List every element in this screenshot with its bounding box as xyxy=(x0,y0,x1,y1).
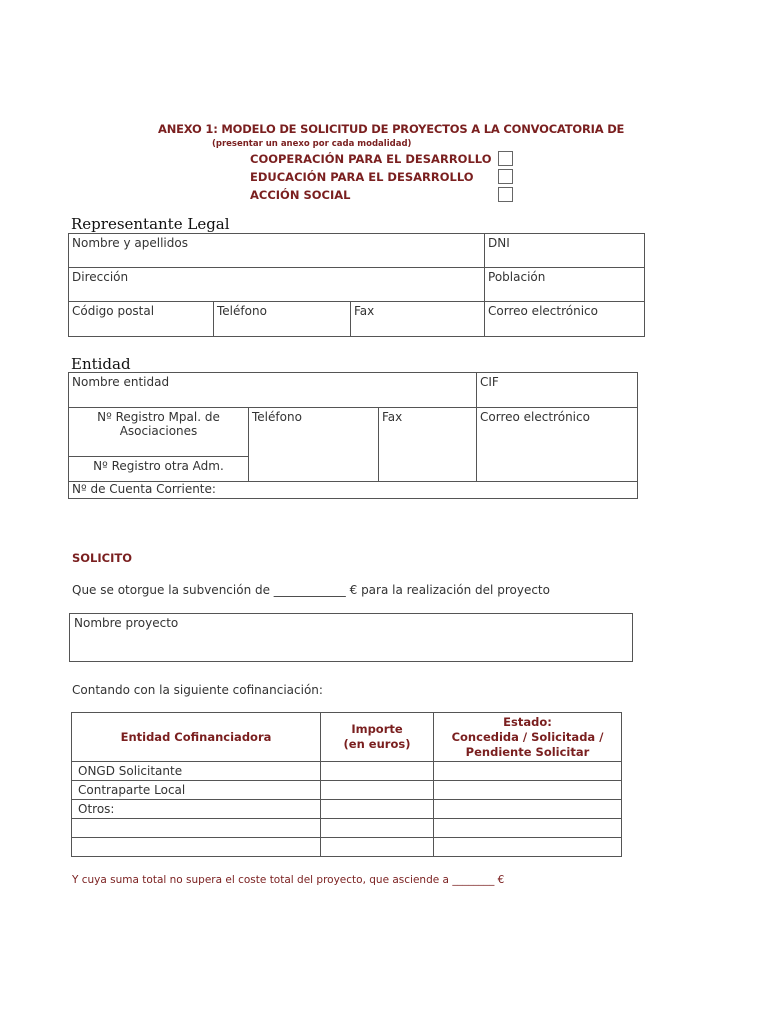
importe-cell[interactable] xyxy=(321,800,434,819)
cofinanciacion-intro: Contando con la siguiente cofinanciación: xyxy=(72,683,323,697)
telefono-field[interactable]: Teléfono xyxy=(214,302,351,337)
estado-cell[interactable] xyxy=(434,762,622,781)
table-row: Contraparte Local xyxy=(72,781,321,800)
importe-cell[interactable] xyxy=(321,762,434,781)
subvencion-sentence: Que se otorgue la subvención de ____________ € para la realización del proyecto xyxy=(72,583,550,597)
cuenta-corriente-field[interactable]: Nº de Cuenta Corriente: xyxy=(69,482,638,499)
option-cooperacion-label: COOPERACIÓN PARA EL DESARROLLO xyxy=(250,152,492,166)
col-header-entidad: Entidad Cofinanciadora xyxy=(72,713,321,762)
correo-field[interactable]: Correo electrónico xyxy=(485,302,645,337)
option-accion-social-checkbox[interactable] xyxy=(498,187,513,202)
entidad-table xyxy=(68,372,638,499)
option-educacion-checkbox[interactable] xyxy=(498,169,513,184)
solicito-heading: SOLICITO xyxy=(72,551,133,565)
estado-cell[interactable] xyxy=(434,800,622,819)
nombre-entidad-field[interactable]: Nombre entidad xyxy=(69,373,477,408)
form-title: ANEXO 1: MODELO DE SOLICITUD DE PROYECTOS A LA CONVOCATORIA DE xyxy=(158,122,625,136)
option-educacion-label: EDUCACIÓN PARA EL DESARROLLO xyxy=(250,170,474,184)
col-header-estado: Estado: Concedida / Solicitada / Pendiente Solicitar xyxy=(434,713,622,762)
table-row[interactable] xyxy=(72,838,321,857)
estado-cell[interactable] xyxy=(434,838,622,857)
col-header-importe: Importe (en euros) xyxy=(321,713,434,762)
entidad-heading: Entidad xyxy=(71,355,131,373)
importe-cell[interactable] xyxy=(321,819,434,838)
direccion-field[interactable]: Dirección xyxy=(69,268,485,302)
estado-cell[interactable] xyxy=(434,781,622,800)
nombre-apellidos-field[interactable]: Nombre y apellidos xyxy=(69,234,485,268)
estado-cell[interactable] xyxy=(434,819,622,838)
cofinanciacion-table xyxy=(71,712,622,857)
importe-cell[interactable] xyxy=(321,781,434,800)
option-cooperacion-checkbox[interactable] xyxy=(498,151,513,166)
table-row: ONGD Solicitante xyxy=(72,762,321,781)
entidad-fax-field[interactable]: Fax xyxy=(379,408,477,482)
entidad-correo-field[interactable]: Correo electrónico xyxy=(477,408,638,482)
dni-field[interactable]: DNI xyxy=(485,234,645,268)
option-accion-social-label: ACCIÓN SOCIAL xyxy=(250,188,351,202)
fax-field[interactable]: Fax xyxy=(351,302,485,337)
nombre-proyecto-field[interactable] xyxy=(69,613,633,662)
entidad-telefono-field[interactable]: Teléfono xyxy=(249,408,379,482)
cif-field[interactable]: CIF xyxy=(477,373,638,408)
table-row: Otros: xyxy=(72,800,321,819)
representante-table xyxy=(68,233,645,337)
poblacion-field[interactable]: Población xyxy=(485,268,645,302)
importe-cell[interactable] xyxy=(321,838,434,857)
nombre-proyecto-label: Nombre proyecto xyxy=(74,616,179,630)
codigo-postal-field[interactable]: Código postal xyxy=(69,302,214,337)
table-row[interactable] xyxy=(72,819,321,838)
registro-otra-field[interactable]: Nº Registro otra Adm. xyxy=(69,457,249,482)
registro-mpal-field[interactable]: Nº Registro Mpal. de Asociaciones xyxy=(69,408,249,457)
coste-total-sentence: Y cuya suma total no supera el coste total del proyecto, que asciende a ________ € xyxy=(72,874,505,886)
form-subtitle: (presentar un anexo por cada modalidad) xyxy=(212,139,412,149)
representante-heading: Representante Legal xyxy=(71,215,230,233)
